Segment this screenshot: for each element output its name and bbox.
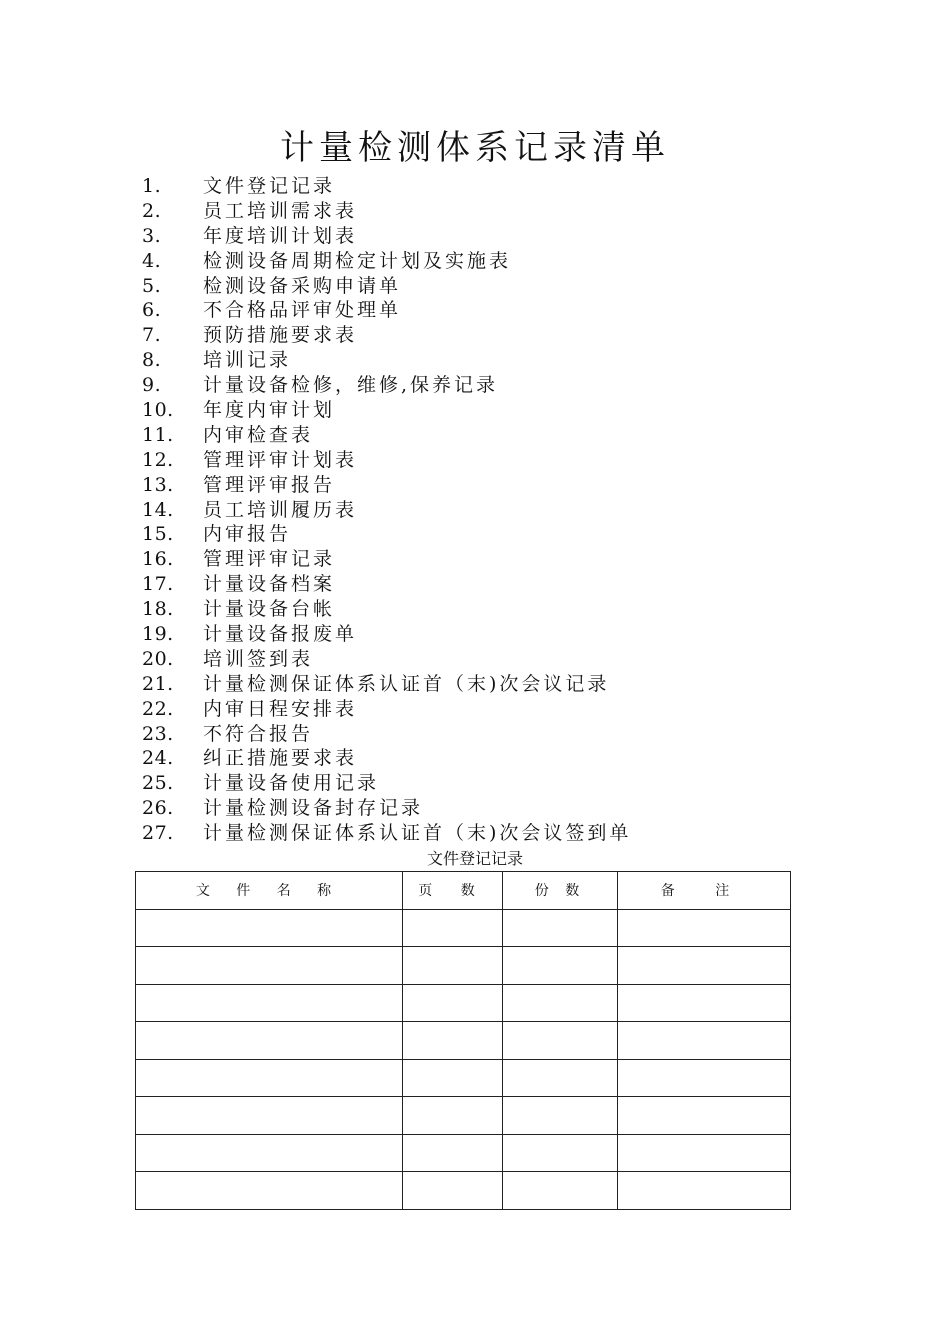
list-item (142, 199, 631, 224)
list-item (142, 622, 631, 647)
table-cell (503, 1022, 618, 1060)
list-item-number: 27. (142, 822, 174, 845)
table-cell (136, 1172, 403, 1210)
table-cell (618, 1059, 791, 1097)
list-item-number: 14. (142, 498, 174, 521)
table-cell (403, 1022, 503, 1060)
list-item-number: 5. (142, 274, 162, 297)
table-cell (136, 1134, 403, 1172)
list-item (142, 423, 631, 448)
list-item-number: 4. (142, 249, 162, 272)
list-item-number: 11. (142, 423, 174, 446)
list-item-label: 员工培训需求表 (203, 199, 358, 222)
table-cell (136, 947, 403, 985)
list-item-label: 计量设备使用记录 (203, 772, 380, 795)
table-cell (503, 947, 618, 985)
list-item-number: 20. (142, 647, 174, 670)
list-item-number: 17. (142, 573, 174, 596)
list-item-number: 13. (142, 473, 174, 496)
list-item (142, 697, 631, 722)
list-item-label: 不符合报告 (203, 722, 314, 745)
list-item-label: 管理评审计划表 (203, 448, 358, 471)
table-cell (503, 1059, 618, 1097)
list-item (142, 522, 631, 547)
list-item-label: 不合格品评审处理单 (203, 299, 402, 322)
list-item-label: 管理评审记录 (203, 548, 336, 571)
list-item (142, 224, 631, 249)
list-item-number: 21. (142, 672, 174, 695)
list-item-label: 年度内审计划 (203, 399, 336, 422)
list-item-number: 22. (142, 697, 174, 720)
table-row (136, 1059, 791, 1097)
table-cell (136, 1059, 403, 1097)
list-item-number: 2. (142, 199, 162, 222)
list-item-label: 培训签到表 (203, 647, 314, 670)
table-cell (618, 984, 791, 1022)
list-item-label: 计量设备报废单 (203, 623, 358, 646)
table-cell (618, 1022, 791, 1060)
list-item (142, 473, 631, 498)
list-item-number: 9. (142, 374, 162, 397)
table-row (136, 909, 791, 947)
list-item-number: 12. (142, 448, 174, 471)
list-item-number: 18. (142, 598, 174, 621)
table-cell (403, 909, 503, 947)
list-item (142, 821, 631, 846)
list-item-number: 6. (142, 299, 162, 322)
header-pages: 页 数 (403, 872, 503, 910)
list-item-label: 计量检测保证体系认证首（末)次会议签到单 (203, 822, 632, 845)
table-cell (503, 909, 618, 947)
table-caption: 文件登记记录 (426, 849, 523, 868)
list-item-label: 内审报告 (203, 523, 292, 546)
list-item-label: 纠正措施要求表 (203, 747, 358, 770)
table-cell (503, 1097, 618, 1135)
list-item-label: 检测设备周期检定计划及实施表 (203, 249, 512, 272)
table-row (136, 984, 791, 1022)
list-item-label: 年度培训计划表 (203, 224, 358, 247)
file-register-table (135, 871, 791, 1210)
table-body (136, 909, 791, 1209)
table-cell (403, 1097, 503, 1135)
header-file-name: 文 件 名 称 (136, 872, 403, 910)
list-item (142, 771, 631, 796)
list-item-number: 23. (142, 722, 174, 745)
list-item (142, 647, 631, 672)
list-item (142, 249, 631, 274)
list-item-label: 文件登记记录 (203, 175, 336, 197)
list-item (142, 796, 631, 821)
list-item-number: 25. (142, 772, 174, 795)
list-item-number: 3. (142, 224, 162, 247)
list-item-label: 计量检测设备封存记录 (203, 797, 424, 820)
list-item-label: 管理评审报告 (203, 473, 336, 496)
table-cell (403, 1134, 503, 1172)
table-cell (136, 984, 403, 1022)
table-cell (403, 984, 503, 1022)
table-cell (403, 1059, 503, 1097)
record-list (142, 174, 631, 846)
table-row (136, 1022, 791, 1060)
table-header-row (136, 872, 791, 910)
header-remarks: 备 注 (618, 872, 791, 910)
list-item (142, 373, 631, 398)
list-item (142, 348, 631, 373)
table-cell (136, 1022, 403, 1060)
list-item (142, 572, 631, 597)
list-item-number: 24. (142, 747, 174, 770)
list-item (142, 597, 631, 622)
list-item-number: 7. (142, 324, 162, 347)
list-item-label: 计量设备台帐 (203, 598, 336, 621)
page-title: 计量检测体系记录清单 (280, 128, 670, 168)
table-cell (618, 1134, 791, 1172)
list-item (142, 298, 631, 323)
table-cell (618, 1097, 791, 1135)
list-item (142, 498, 631, 523)
list-item (142, 448, 631, 473)
list-item-label: 培训记录 (203, 349, 292, 372)
header-copies: 份 数 (503, 872, 618, 910)
table-cell (503, 1172, 618, 1210)
table-row (136, 1097, 791, 1135)
list-item-label: 计量检测保证体系认证首（末)次会议记录 (203, 672, 610, 695)
table-cell (403, 1172, 503, 1210)
list-item (142, 323, 631, 348)
table-cell (136, 1097, 403, 1135)
list-item (142, 722, 631, 747)
list-item-label: 预防措施要求表 (203, 324, 358, 347)
list-item (142, 398, 631, 423)
list-item (142, 672, 631, 697)
list-item-number: 16. (142, 548, 174, 571)
list-item-label: 内审日程安排表 (203, 697, 358, 720)
table-cell (403, 947, 503, 985)
list-item-number: 8. (142, 349, 162, 372)
list-item-label: 内审检查表 (203, 423, 314, 446)
table-row (136, 1172, 791, 1210)
list-item (142, 547, 631, 572)
list-item-label: 计量设备档案 (203, 573, 336, 596)
table-cell (618, 947, 791, 985)
list-item-number: 15. (142, 523, 174, 546)
table-row (136, 947, 791, 985)
table-cell (136, 909, 403, 947)
list-item (142, 274, 631, 299)
list-item-number: 1. (142, 175, 162, 197)
table-row (136, 1134, 791, 1172)
list-item-label: 计量设备检修，维修,保养记录 (203, 374, 499, 397)
list-item-number: 19. (142, 623, 174, 646)
list-item-number: 26. (142, 797, 174, 820)
table-cell (618, 909, 791, 947)
table-cell (503, 1134, 618, 1172)
list-item-label: 检测设备采购申请单 (203, 274, 402, 297)
table-cell (503, 984, 618, 1022)
list-item-number: 10. (142, 399, 174, 422)
list-item-label: 员工培训履历表 (203, 498, 358, 521)
table-cell (618, 1172, 791, 1210)
list-item (142, 746, 631, 771)
list-item (142, 174, 631, 199)
